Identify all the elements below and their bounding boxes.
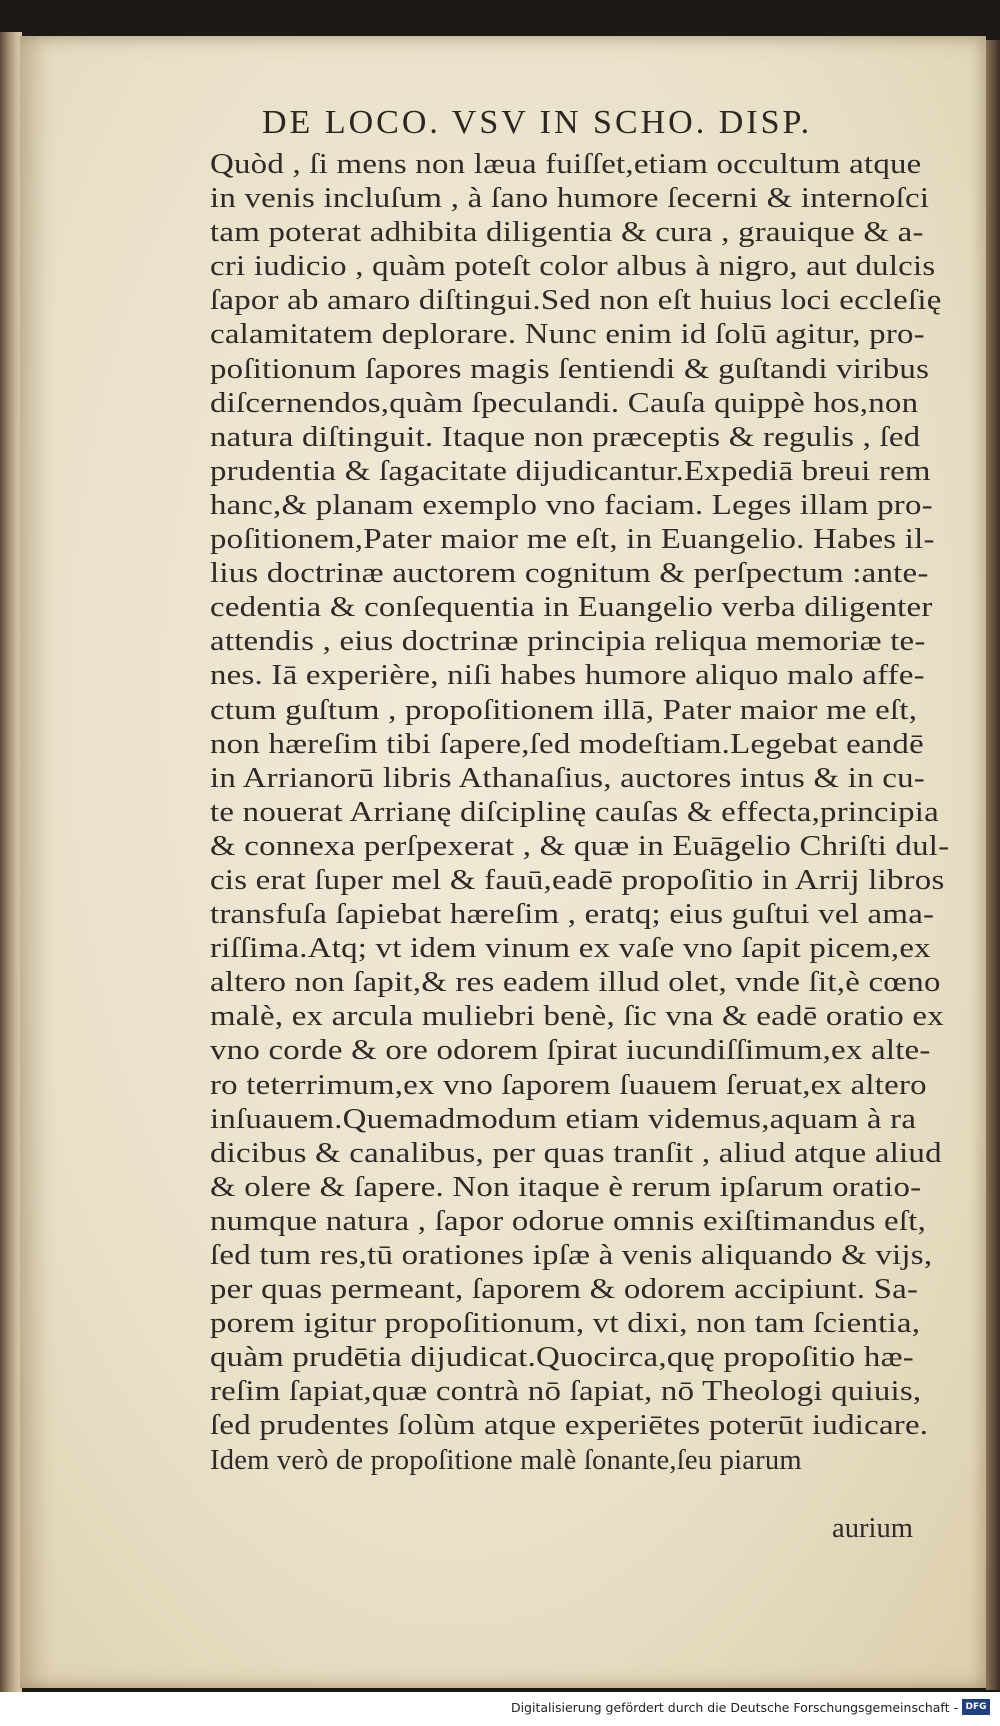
- text-line: poſitionem,Pater maior me eſt, in Euangelio. Habes il-: [210, 524, 935, 556]
- text-line: in Arrianorū libris Athanaſius, auctores intus & in cu-: [210, 762, 925, 794]
- text-line: ro teterrimum,ex vno ſaporem ſuauem ſeruat,ex altero: [210, 1069, 927, 1101]
- text-line: porem igitur propoſitionum, vt dixi, non tam ſcientia,: [210, 1308, 921, 1340]
- text-line: inſuauem.Quemadmodum etiam videmus,aquam à ra: [210, 1103, 917, 1135]
- text-line: calamitatem deplorare. Nunc enim id ſolū agitur, pro-: [210, 319, 925, 351]
- text-line: & connexa perſpexerat , & quæ in Euāgelio Chriſti dul-: [210, 830, 950, 862]
- text-line: dicibus & canalibus, per quas tranſit , aliud atque aliud: [210, 1137, 942, 1169]
- catchword: aurium: [832, 1513, 913, 1544]
- running-head: DE LOCO. VSV IN SCHO. DISP.: [262, 104, 813, 141]
- book-edge: [0, 32, 22, 1692]
- text-line: cedentia & conſequentia in Euangelio verba diligenter: [210, 592, 933, 624]
- text-line: malè, ex arcula muliebri benè, ſic vna & eadē oratio ex: [210, 1001, 944, 1033]
- page-edge-shadow: [986, 40, 1000, 1690]
- text-line: nes. Iā experière, niſi habes humore aliquo malo affe-: [210, 660, 925, 692]
- text-line: non hæreſim tibi ſapere,ſed modeſtiam.Legebat eandē: [210, 728, 924, 760]
- text-line: te nouerat Arrianę diſciplinę cauſas & effecta,principia: [210, 796, 939, 828]
- body-text: [210, 148, 960, 1478]
- text-line: poſitionum ſapores magis ſentiendi & guſtandi viribus: [210, 353, 930, 385]
- dfg-logo: DFG: [962, 1699, 990, 1715]
- text-line: Quòd , ſi mens non læua fuiſſet,etiam occultum atque: [210, 149, 922, 180]
- text-line: hanc,& planam exemplo vno faciam. Leges illam pro-: [210, 489, 933, 521]
- text-line: reſim ſapiat,quæ contrà nō ſapiat, nō Theologi quiuis,: [210, 1376, 922, 1408]
- text-line: Idem verò de propoſitione malè ſonante,ſeu piarum: [210, 1444, 802, 1476]
- text-line: diſcernendos,quàm ſpeculandi. Cauſa quippè hos,non: [210, 387, 919, 419]
- text-line: in venis incluſum , à ſano humore ſecerni & internoſci: [210, 183, 930, 215]
- text-line: altero non ſapit,& res eadem illud olet, vnde ſit,è cœno: [210, 967, 941, 999]
- text-line: natura diſtinguit. Itaque non præceptis & regulis , ſed: [210, 421, 921, 453]
- text-line: ſed tum res,tū orationes ipſæ à venis aliquando & vijs,: [210, 1240, 933, 1271]
- text-line: riſſima.Atq; vt idem vinum ex vaſe vno ſapit picem,ex: [210, 933, 931, 965]
- footer-credit: Digitalisierung gefördert durch die Deutsche Forschungsgemeinschaft -: [510, 1700, 958, 1715]
- text-line: vno corde & ore odorem ſpirat iucundiſſimum,ex alte-: [210, 1035, 931, 1067]
- text-line: attendis , eius doctrinæ principia reliqua memoriæ te-: [210, 626, 926, 658]
- text-line: per quas permeant, ſaporem & odorem accipiunt. Sa-: [210, 1274, 919, 1306]
- text-line: tam poterat adhibita diligentia & cura , grauique & a-: [210, 217, 924, 249]
- text-line: lius doctrinæ auctorem cognitum & perſpectum :ante-: [210, 558, 929, 590]
- text-line: quàm prudētia dijudicat.Quocirca,quę propoſitio hæ-: [210, 1342, 914, 1374]
- text-line: ctum guſtum , propoſitionem illā, Pater maior me eſt,: [210, 694, 918, 726]
- text-line: transfuſa ſapiebat hæreſim , eratq; eius guſtui vel ama-: [210, 899, 935, 931]
- text-line: ſed prudentes ſolùm atque experiētes poterūt iudicare.: [210, 1410, 929, 1442]
- text-line: & olere & ſapere. Non itaque è rerum ipſarum oratio-: [210, 1171, 922, 1203]
- text-line: prudentia & ſagacitate dijudicantur.Expediā breui rem: [210, 455, 931, 487]
- text-line: ſapor ab amaro diſtingui.Sed non eſt huius loci eccleſię: [210, 285, 942, 317]
- text-line: cri iudicio , quàm poteſt color albus à nigro, aut dulcis: [210, 251, 936, 283]
- text-line: cis erat ſuper mel & fauū,eadē propoſitio in Arrij libros: [210, 864, 945, 896]
- text-line: numque natura , ſapor odorue omnis exiſtimandus eſt,: [210, 1205, 927, 1237]
